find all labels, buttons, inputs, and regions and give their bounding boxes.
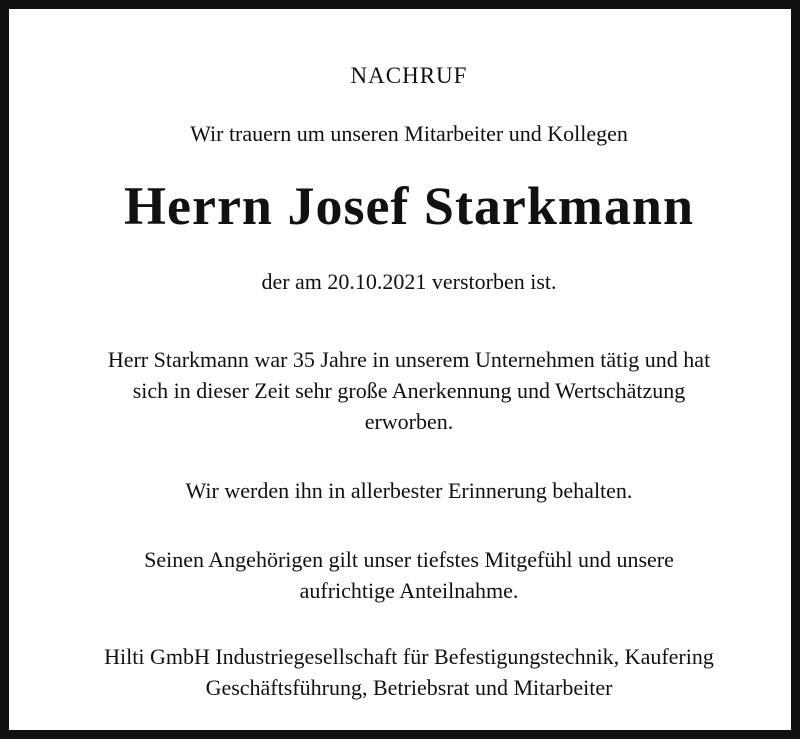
tenure-line-3: erworben. xyxy=(364,409,454,434)
condolence-line-2: aufrichtige Anteilnahme. xyxy=(299,578,519,603)
tenure-line-1: Herr Starkmann war 35 Jahre in unserem Unternehmen tätig und hat xyxy=(107,347,711,372)
tenure-paragraph xyxy=(9,344,800,437)
signature-block xyxy=(9,641,800,703)
signature-groups: Geschäftsführung, Betriebsrat und Mitarbeiter xyxy=(205,675,613,700)
death-date-line: der am 20.10.2021 verstorben ist. xyxy=(261,269,557,294)
notice-heading: NACHRUF xyxy=(350,63,468,88)
condolence-line-1: Seinen Angehörigen gilt unser tiefstes Mitgefühl und unsere xyxy=(144,547,674,572)
deceased-name: Herrn Josef Starkmann xyxy=(124,176,694,236)
condolence-paragraph xyxy=(9,544,800,606)
memory-line-1: Wir werden ihn in allerbester Erinnerung behalten. xyxy=(185,478,633,503)
tenure-line-2: sich in dieser Zeit sehr große Anerkennung und Wertschätzung xyxy=(132,378,686,403)
intro-text: Wir trauern um unseren Mitarbeiter und Kollegen xyxy=(190,121,628,146)
signature-company: Hilti GmbH Industriegesellschaft für Befestigungstechnik, Kaufering xyxy=(104,644,714,669)
memory-paragraph xyxy=(9,475,800,506)
